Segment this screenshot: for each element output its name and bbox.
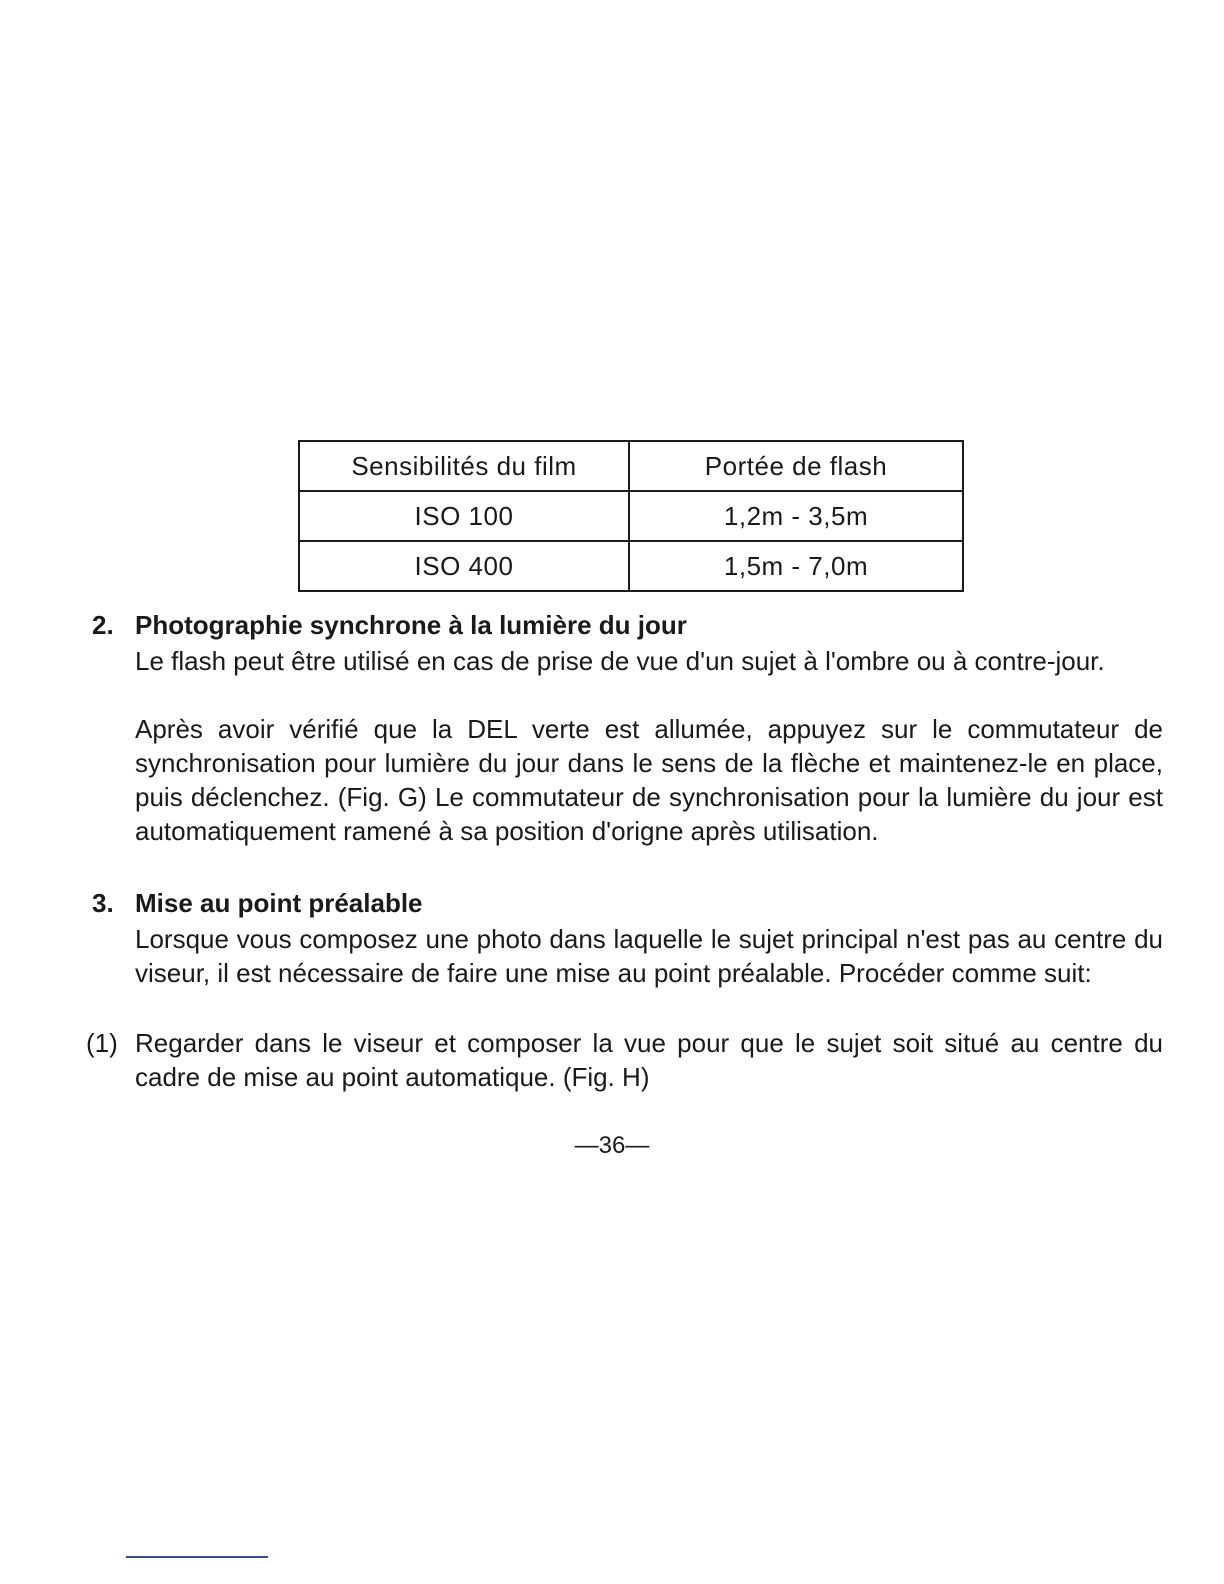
paragraph: Après avoir vérifié que la DEL verte est allumée, appuyez sur le commutateur de synchronisation pour lumière du jour dans le sens de la flèche et maintenez-le en place, puis déclenchez. (Fig. G) Le commutateur de synchronisation pour la lumière du jour est automatiquement ramené à sa position d'origne après utilisation. xyxy=(135,714,1163,846)
table-header-cell: Sensibilités du film xyxy=(299,441,629,491)
paragraph: Lorsque vous composez une photo dans laquelle le sujet principal n'est pas au centre du viseur, il est nécessaire de faire une mise au point préalable. Procéder comme suit: xyxy=(135,924,1163,988)
divider xyxy=(126,1556,268,1558)
list-item-number: (1) xyxy=(86,1028,118,1058)
table-cell: 1,2m - 3,5m xyxy=(629,491,963,541)
section-title: Mise au point préalable xyxy=(135,888,423,918)
table-header-cell: Portée de flash xyxy=(629,441,963,491)
paragraph: Le flash peut être utilisé en cas de prise de vue d'un sujet à l'ombre ou à contre-jour. xyxy=(135,646,1105,676)
list-item-text: Regarder dans le viseur et composer la vue pour que le sujet soit situé au centre du cadre de mise au point automatique. (Fig. H) xyxy=(135,1028,1163,1092)
table-cell: 1,5m - 7,0m xyxy=(629,541,963,591)
flash-range-table xyxy=(298,440,964,592)
table-header-row xyxy=(299,441,963,491)
section-number: 3. xyxy=(92,888,114,918)
table-cell: ISO 400 xyxy=(299,541,629,591)
table-row xyxy=(299,541,963,591)
table-cell: ISO 100 xyxy=(299,491,629,541)
section-number: 2. xyxy=(92,610,114,640)
section-title: Photographie synchrone à la lumière du jour xyxy=(135,610,687,640)
table-row xyxy=(299,491,963,541)
page-number: —36— xyxy=(574,1132,650,1159)
